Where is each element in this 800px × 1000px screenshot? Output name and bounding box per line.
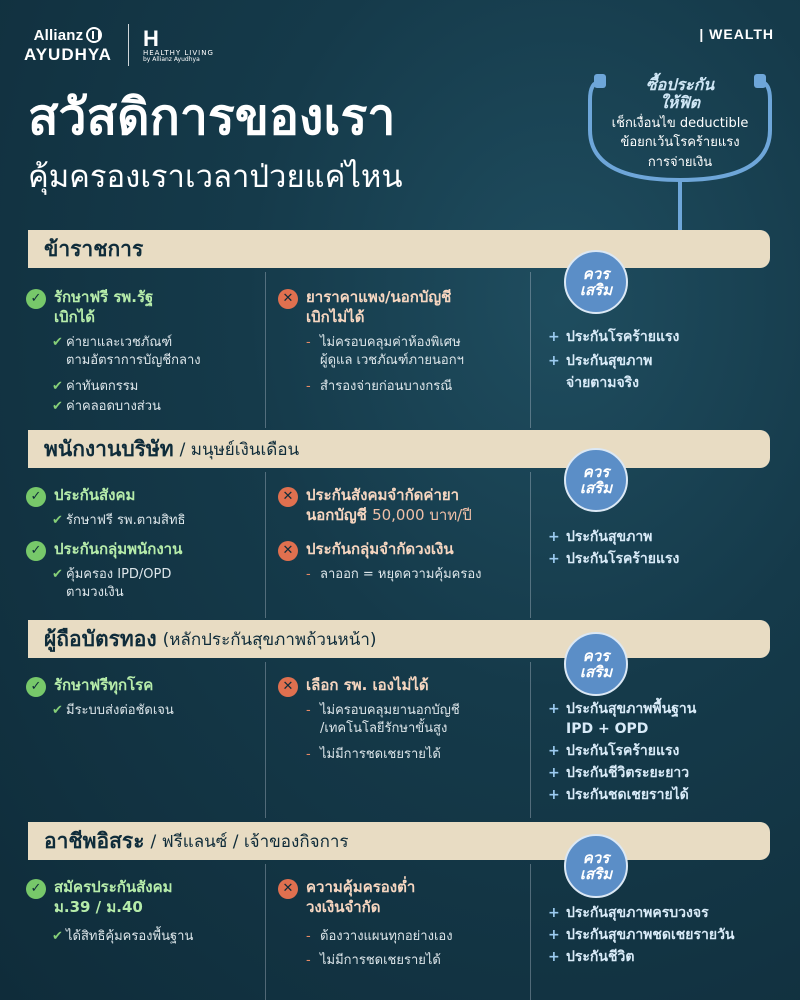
section-title-bar <box>28 230 770 268</box>
check-icon: ✓ <box>26 289 46 309</box>
limitation-detail: - ไม่มีการชดเชยรายได้ <box>306 953 441 968</box>
category-tag: | WEALTH <box>699 26 774 42</box>
tick-icon: ✔ <box>52 567 63 582</box>
recommend-item: จ่ายตามจริง <box>566 375 640 391</box>
limitation-detail: ผู้ดูแล เวชภัณฑ์ภายนอกฯ <box>320 353 464 368</box>
section-employee <box>0 430 800 620</box>
benefit-item: ✓ รักษาฟรี รพ.รัฐ เบิกได้ <box>26 288 153 327</box>
healthy-living-letter: H <box>142 25 159 51</box>
recommend-item: + ประกันโรคร้ายแรง <box>548 329 680 345</box>
healthy-living-logo <box>143 27 214 64</box>
benefit-detail: ✔ ค่าทันตกรรม <box>52 378 138 396</box>
limitation-detail: - ไม่ครอบคลุมยานอกบัญชี <box>306 703 460 718</box>
limitation-detail: - ไม่ครอบคลุมค่าห้องพิเศษ <box>306 335 461 350</box>
limitation-detail: - สำรองจ่ายก่อนบางกรณี <box>306 379 453 394</box>
recommend-badge: ควร เสริม <box>564 834 628 898</box>
cross-icon: ✕ <box>278 879 298 899</box>
section-title: อาชีพอิสระ <box>44 828 145 853</box>
check-icon: ✓ <box>26 541 46 561</box>
cross-icon: ✕ <box>278 289 298 309</box>
column-divider <box>265 272 266 428</box>
benefit-item: ✓ ประกันกลุ่มพนักงาน <box>26 540 182 561</box>
recommend-badge: ควร เสริม <box>564 448 628 512</box>
limitation-detail: - ไม่มีการชดเชยรายได้ <box>306 747 441 762</box>
callout-line-1: เช็กเงื่อนไข deductible <box>611 115 749 131</box>
benefit-detail: ตามวงเงิน <box>66 585 124 600</box>
limitation-detail: - ต้องวางแผนทุกอย่างเอง <box>306 929 453 944</box>
benefit-detail: ✔ ได้สิทธิคุ้มครองพื้นฐาน <box>52 928 193 946</box>
cross-icon: ✕ <box>278 487 298 507</box>
cross-icon: ✕ <box>278 541 298 561</box>
section-title: ข้าราชการ <box>44 236 144 261</box>
callout-line-2: ข้อยกเว้นโรคร้ายแรง <box>620 135 740 151</box>
benefit-detail: ตามอัตราการบัญชีกลาง <box>66 353 201 368</box>
benefit-detail: ✔ คุ้มครอง IPD/OPD <box>52 566 171 584</box>
check-icon: ✓ <box>26 677 46 697</box>
check-icon: ✓ <box>26 879 46 899</box>
callout-heading-2: ให้ฟิต <box>659 93 701 113</box>
section-title: ผู้ถือบัตรทอง <box>44 626 157 651</box>
recommend-item: + ประกันสุขภาพ <box>548 353 653 369</box>
callout-line-3: การจ่ายเงิน <box>647 154 713 170</box>
benefit-detail: ✔ รักษาฟรี รพ.ตามสิทธิ <box>52 512 185 530</box>
section-gold-card <box>0 620 800 820</box>
brand-bottom: AYUDHYA <box>24 45 112 64</box>
tick-icon: ✔ <box>52 379 63 394</box>
section-government <box>0 230 800 430</box>
limitation-item: ✕ ประกันกลุ่มจำกัดวงเงิน <box>278 540 454 561</box>
column-divider <box>530 272 531 428</box>
recommend-item: + ประกันโรคร้ายแรง <box>548 551 680 567</box>
benefit-item: ✓ ประกันสังคม <box>26 486 135 507</box>
recommend-item: + ประกันชดเชยรายได้ <box>548 787 689 803</box>
limitation-item: ✕ เลือก รพ. เองไม่ได้ <box>278 676 429 697</box>
section-subtitle: (หลักประกันสุขภาพถ้วนหน้า) <box>162 629 377 650</box>
healthy-living-line1: HEALTHY LIVING <box>142 48 214 57</box>
recommend-item: + ประกันสุขภาพพื้นฐาน <box>548 701 697 717</box>
allianz-eagle-icon <box>86 27 102 43</box>
limitation-item: ✕ ประกันสังคมจำกัดค่ายา นอกบัญชี 50,000 บาท/ปี <box>278 486 472 525</box>
benefit-item: ✓ สมัครประกันสังคม ม.39 / ม.40 <box>26 878 173 917</box>
section-title-bar <box>28 430 770 468</box>
recommend-badge: ควร เสริม <box>564 632 628 696</box>
limitation-detail: - ลาออก = หยุดความคุ้มครอง <box>306 567 482 582</box>
benefit-detail: ✔ ค่ายาและเวชภัณฑ์ <box>52 334 172 352</box>
recommend-item: + ประกันสุขภาพ <box>548 529 653 545</box>
benefit-item: ✓ รักษาฟรีทุกโรค <box>26 676 153 697</box>
column-divider <box>530 864 531 1000</box>
tick-icon: ✔ <box>52 335 63 350</box>
check-icon: ✓ <box>26 487 46 507</box>
callout-heading-1: ซื้อประกัน <box>645 75 715 94</box>
column-divider <box>530 662 531 818</box>
section-freelance <box>0 822 800 1000</box>
recommend-badge: ควร เสริม <box>564 250 628 314</box>
column-divider <box>265 864 266 1000</box>
benefit-detail: ✔ ค่าคลอดบางส่วน <box>52 398 161 416</box>
recommend-item: IPD + OPD <box>566 721 649 737</box>
tick-icon: ✔ <box>52 399 63 414</box>
recommend-item: + ประกันโรคร้ายแรง <box>548 743 680 759</box>
recommend-item: + ประกันชีวิตระยะยาว <box>548 765 690 781</box>
recommend-item: + ประกันชีวิต <box>548 949 635 965</box>
tick-icon: ✔ <box>52 703 63 718</box>
limitation-item: ✕ ความคุ้มครองต่ำ วงเงินจำกัด <box>278 878 415 917</box>
brand-divider <box>128 24 129 66</box>
recommend-item: + ประกันสุขภาพครบวงจร <box>548 905 709 921</box>
brand-top: Allianz <box>33 27 84 44</box>
section-title: พนักงานบริษัท <box>44 436 174 461</box>
section-subtitle: / ฟรีแลนซ์ / เจ้าของกิจการ <box>150 831 349 852</box>
column-divider <box>265 662 266 818</box>
cross-icon: ✕ <box>278 677 298 697</box>
limitation-item: ✕ ยาราคาแพง/นอกบัญชี เบิกไม่ได้ <box>278 288 451 327</box>
page-title: สวัสดิการของเรา <box>28 88 396 146</box>
benefit-detail: ✔ มีระบบส่งต่อชัดเจน <box>52 702 174 720</box>
tick-icon: ✔ <box>52 929 63 944</box>
tick-icon: ✔ <box>52 513 63 528</box>
column-divider <box>265 472 266 618</box>
column-divider <box>530 472 531 618</box>
brand-logos <box>24 24 214 66</box>
allianz-logo <box>24 27 112 63</box>
stethoscope-callout <box>580 76 780 171</box>
recommend-item: + ประกันสุขภาพชดเชยรายวัน <box>548 927 735 943</box>
section-title-bar <box>28 822 770 860</box>
limitation-detail: /เทคโนโลยีรักษาขั้นสูง <box>320 721 448 736</box>
section-title-bar <box>28 620 770 658</box>
header <box>0 0 800 230</box>
section-subtitle: / มนุษย์เงินเดือน <box>179 439 300 460</box>
healthy-living-line2: by Allianz Ayudhya <box>142 56 200 64</box>
page-subtitle: คุ้มครองเราเวลาป่วยแค่ไหน <box>28 159 403 195</box>
